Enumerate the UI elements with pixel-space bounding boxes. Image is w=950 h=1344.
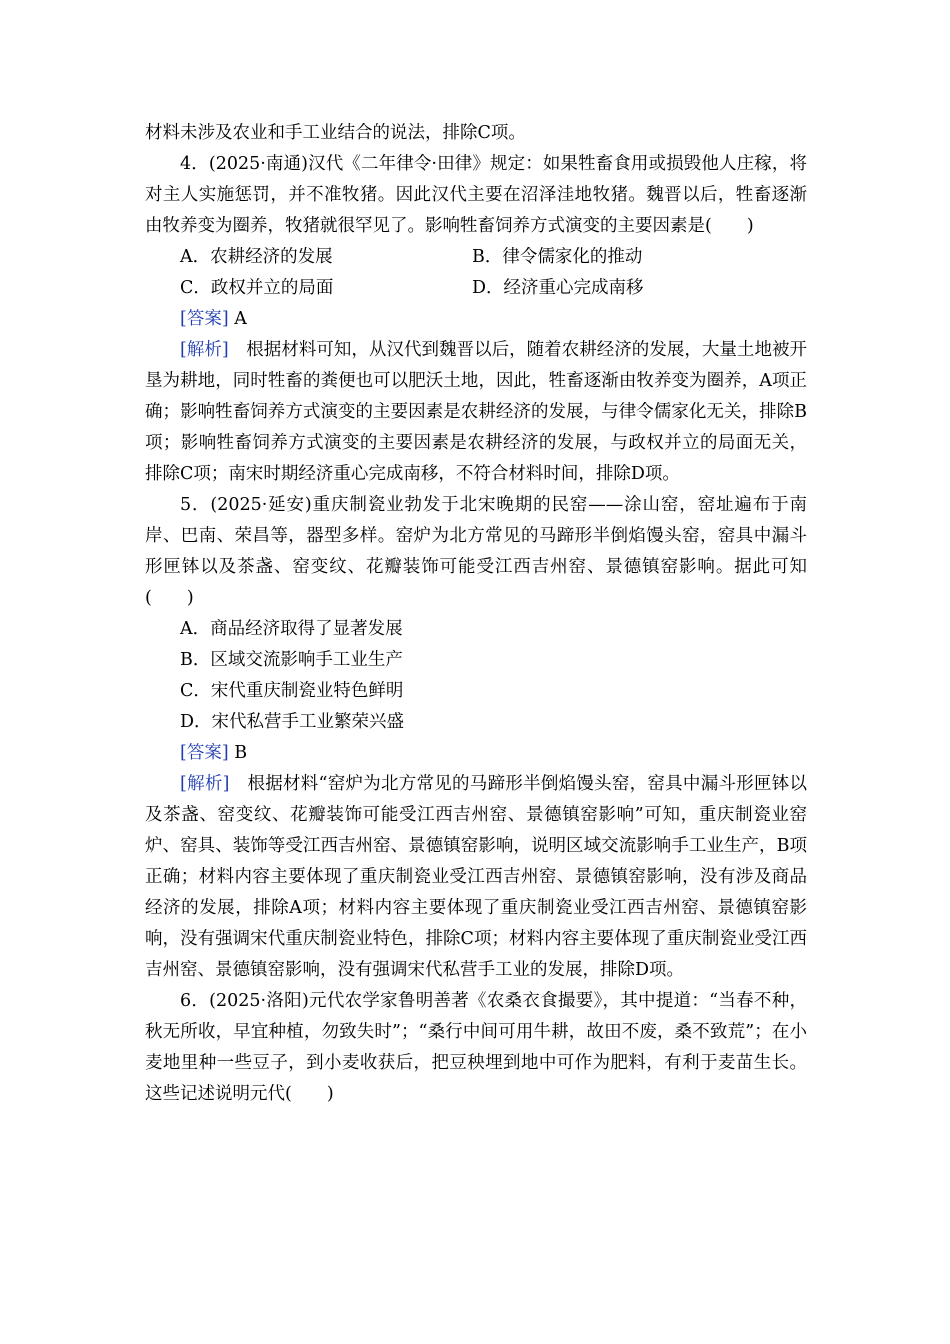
question-4-analysis — [145, 335, 807, 490]
question-5-option-d: D．宋代私营手工业繁荣兴盛 — [180, 712, 405, 732]
question-6-stem: 6．(2025·洛阳)元代农学家鲁明善著《农桑衣食撮要》，其中提道：“当春不种，秋无所收，早宜种植，勿致失时”；“桑行中间可用牛耕，故田不废，桑不致荒”；在小麦地里种一些豆子，到小麦收获后，把豆秧埋到地中可作为肥料，有利于麦苗生长。这些记述说明元代( ) — [145, 991, 807, 1104]
document-body — [145, 118, 807, 1110]
analysis-text: 根据材料可知，从汉代到魏晋以后，随着农耕经济的发展，大量土地被开垦为耕地，同时牲畜的粪便也可以肥沃土地，因此，牲畜逐渐由牧养变为圈养，A项正确；影响牲畜饲养方式演变的主要因素是农耕经济的发展，与律令儒家化无关，排除B项；影响牲畜饲养方式演变的主要因素是农耕经济的发展，与政权并立的局面无关，排除C项；南宋时期经济重心完成南移，不符合材料时间，排除D项。 — [145, 340, 808, 484]
question-4-options-row-2 — [145, 273, 807, 304]
previous-analysis-tail: 材料未涉及农业和手工业结合的说法，排除C项。 — [145, 123, 526, 143]
answer-value: B — [234, 743, 248, 763]
question-4-option-b: B．律令儒家化的推动 — [472, 247, 643, 267]
question-4-stem: 4．(2025·南通)汉代《二年律令·田律》规定：如果牲畜食用或损毁他人庄稼，将对主人实施惩罚，并不准牧猪。因此汉代主要在沼泽洼地牧猪。魏晋以后，牲畜逐渐由牧养变为圈养，牧猪就很罕见了。影响牲畜饲养方式演变的主要因素是( ) — [145, 154, 807, 236]
analysis-tag: [解析] — [180, 340, 229, 360]
answer-tag: [答案] — [180, 743, 229, 763]
question-5-stem: 5．(2025·延安)重庆制瓷业勃发于北宋晚期的民窑——涂山窑，窑址遍布于南岸、巴南、荣昌等，器型多样。窑炉为北方常见的马蹄形半倒焰馒头窑，窑具中漏斗形匣钵以及茶盏、窑变纹、花瓣装饰可能受江西吉州窑、景德镇窑影响。据此可知( ) — [145, 495, 807, 608]
question-4-options-row-1 — [145, 242, 807, 273]
question-5-option-a: A．商品经济取得了显著发展 — [180, 619, 403, 639]
question-4-option-a: A．农耕经济的发展 — [180, 247, 333, 267]
question-5-option-b: B．区域交流影响手工业生产 — [180, 650, 403, 670]
answer-tag: [答案] — [180, 309, 229, 329]
answer-value: A — [234, 309, 247, 329]
question-4-option-d: D．经济重心完成南移 — [472, 278, 644, 298]
analysis-tag: [解析] — [180, 774, 230, 794]
question-5-answer — [145, 738, 807, 769]
analysis-text: 根据材料“窑炉为北方常见的马蹄形半倒焰馒头窑，窑具中漏斗形匣钵以及茶盏、窑变纹、花瓣装饰可能受江西吉州窑、景德镇窑影响”可知，重庆制瓷业窑炉、窑具、装饰等受江西吉州窑、景德镇窑影响，说明区域交流影响手工业生产，B项正确；材料内容主要体现了重庆制瓷业受江西吉州窑、景德镇窑影响，没有涉及商品经济的发展，排除A项；材料内容主要体现了重庆制瓷业受江西吉州窑、景德镇窑影响，没有强调宋代重庆制瓷业特色，排除C项；材料内容主要体现了重庆制瓷业受江西吉州窑、景德镇窑影响，没有强调宋代私营手工业的发展，排除D项。 — [145, 774, 807, 980]
question-5-analysis — [145, 769, 807, 986]
question-5-option-c: C．宋代重庆制瓷业特色鲜明 — [180, 681, 404, 701]
question-4-answer — [145, 304, 807, 335]
question-4-option-c: C．政权并立的局面 — [180, 278, 334, 298]
